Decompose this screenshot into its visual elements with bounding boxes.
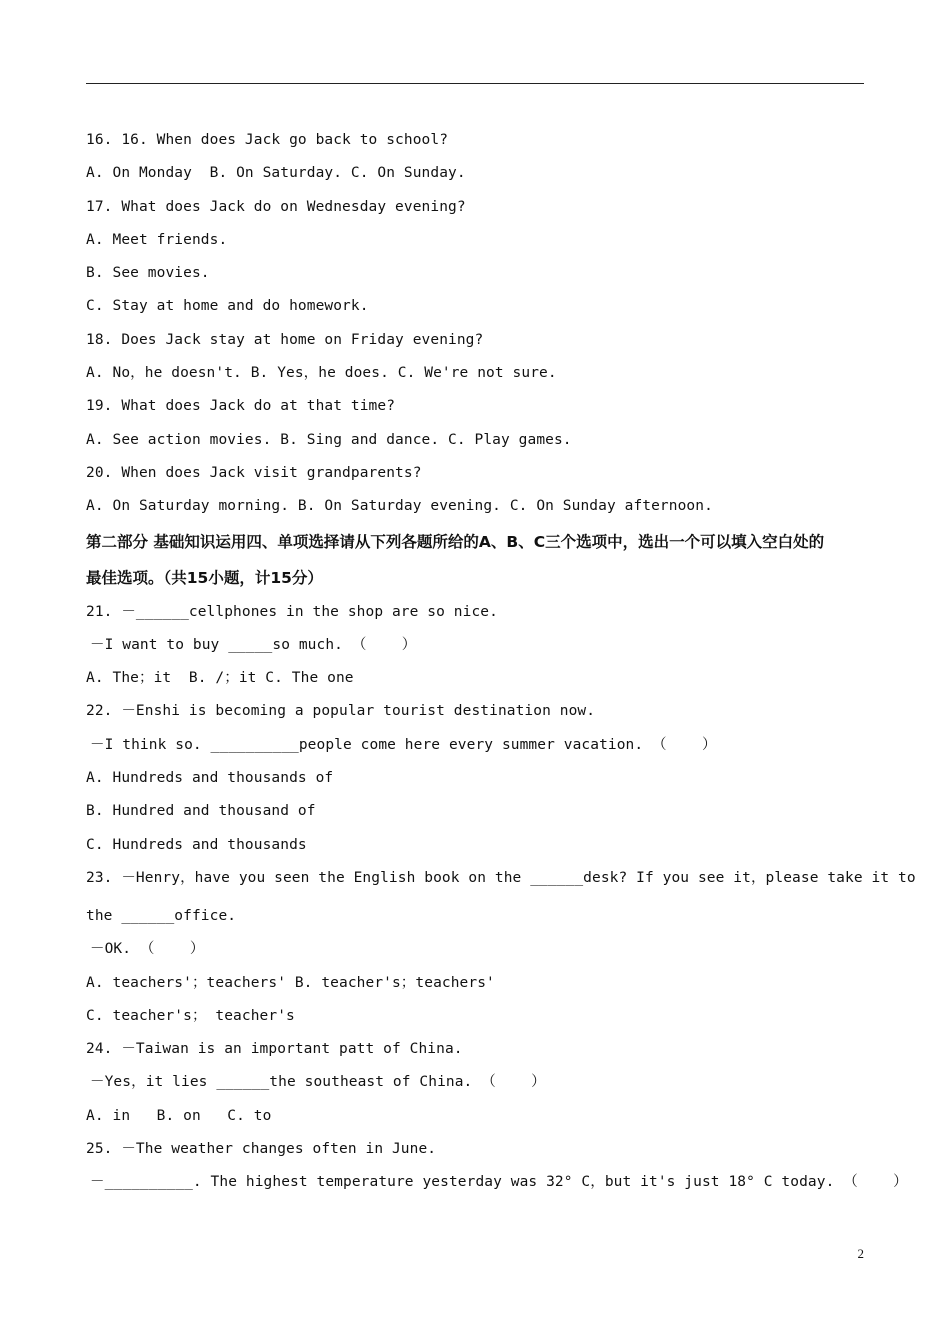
question-23-option-c: C. teacher's； teacher's [86, 1007, 295, 1024]
question-17-option-c: C. Stay at home and do homework. [86, 298, 369, 315]
question-22-option-c: C. Hundreds and thousands [86, 836, 307, 853]
question-20-options: A. On Saturday morning. B. On Saturday evening. C. On Sunday afternoon. [86, 498, 713, 515]
question-19: 19. What does Jack do at that time? [86, 398, 396, 415]
question-21-stem: 21. －______cellphones in the shop are so nice. [86, 603, 498, 620]
question-16-options: A. On Monday B. On Saturday. C. On Sunday. [86, 165, 466, 182]
question-21-reply: －I want to buy _____so much. （ ） [90, 636, 417, 653]
header-rule [86, 83, 864, 84]
question-22-reply: －I think so. __________people come here every summer vacation. （ ） [90, 736, 717, 753]
question-25-stem: 25. －The weather changes often in June. [86, 1141, 437, 1158]
question-16: 16. 16. When does Jack go back to school? [86, 132, 449, 148]
question-23-stem-line2: the ______office. [86, 907, 237, 924]
question-23-options-ab: A. teachers'；teachers' B. teacher's；teachers' [86, 974, 495, 991]
question-24-stem: 24. －Taiwan is an important patt of China. [86, 1041, 463, 1058]
question-22-option-b: B. Hundred and thousand of [86, 803, 316, 820]
question-25-reply: －__________. The highest temperature yesterday was 32° C，but it's just 18° C today. （ ） [90, 1174, 908, 1191]
section-heading-line1: 第二部分 基础知识运用四、单项选择请从下列各题所给的A、B、C三个选项中，选出一个可以填入空白处的 [86, 532, 825, 551]
question-21-options: A. The；it B. /；it C. The one [86, 670, 354, 687]
question-17: 17. What does Jack do on Wednesday evening? [86, 198, 466, 215]
question-18-options: A. No，he doesn't. B. Yes，he does. C. We're not sure. [86, 365, 557, 382]
question-17-option-a: A. Meet friends. [86, 231, 228, 248]
question-24-options: A. in B. on C. to [86, 1107, 272, 1124]
page-number: 2 [857, 1246, 864, 1261]
question-17-option-b: B. See movies. [86, 265, 210, 282]
question-24-reply: －Yes，it lies ______the southeast of China. （ ） [90, 1074, 546, 1091]
question-19-options: A. See action movies. B. Sing and dance. C. Play games. [86, 431, 572, 448]
question-22-option-a: A. Hundreds and thousands of [86, 770, 334, 787]
section-heading-line2: 最佳选项。（共15小题，计15分） [86, 568, 323, 587]
question-22-stem: 22. －Enshi is becoming a popular tourist destination now. [86, 703, 596, 720]
question-23-reply: －OK. （ ） [90, 941, 205, 958]
document-body [86, 124, 916, 1200]
question-20: 20. When does Jack visit grandparents? [86, 464, 422, 481]
question-18: 18. Does Jack stay at home on Friday evening? [86, 331, 484, 348]
question-23-stem-line1: 23. －Henry，have you seen the English book on the ______desk? If you see it，please take it to [86, 869, 916, 886]
